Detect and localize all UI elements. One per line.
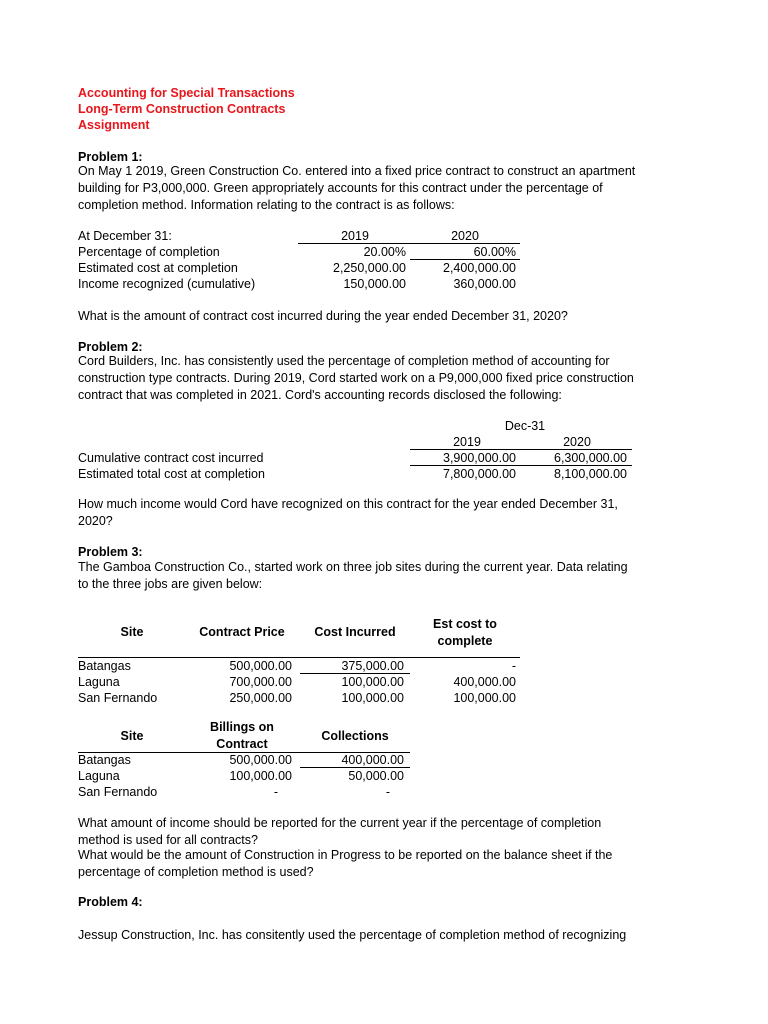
p2-row-label: Cumulative contract cost incurred — [78, 451, 264, 465]
p3-question-1: What amount of income should be reported for the current year if the percentage of completion method is used for all contracts? — [78, 816, 602, 847]
t2-cell-collections: 400,000.00 — [341, 753, 404, 767]
t1-cell-site: Batangas — [78, 659, 131, 673]
problem-1-title: Problem 1: — [78, 150, 143, 164]
p1-row-value: 20.00% — [363, 245, 406, 259]
p1-row-value: 60.00% — [473, 245, 516, 259]
p1-question: What is the amount of contract cost incurred during the year ended December 31, 2020? — [78, 309, 568, 323]
t2-cell-site: San Fernando — [78, 785, 158, 799]
t2-header-collections: Collections — [321, 729, 389, 743]
header-line-3: Assignment — [78, 118, 150, 132]
t1-cell-price: 250,000.00 — [229, 691, 292, 705]
t1-cell-site: Laguna — [78, 675, 120, 689]
t1-cell-cost: 375,000.00 — [341, 659, 404, 673]
t2-header-site: Site — [120, 729, 144, 743]
t1-header-contract-price: Contract Price — [199, 625, 285, 639]
t2-header-billings: Billings on Contract — [210, 720, 274, 751]
problem-4-title: Problem 4: — [78, 895, 143, 909]
t1-header-cost-incurred: Cost Incurred — [314, 625, 396, 639]
p2-group-header: Dec-31 — [504, 419, 546, 433]
p2-row-value: 3,900,000.00 — [443, 451, 516, 465]
t1-cell-est: - — [511, 659, 516, 673]
p2-col-2020: 2020 — [563, 435, 591, 449]
p1-col-2020: 2020 — [451, 229, 479, 243]
t1-header-site: Site — [120, 625, 144, 639]
p2-row-value: 8,100,000.00 — [554, 467, 627, 481]
problem-4-intro: Jessup Construction, Inc. has consitently used the percentage of completion method of recognizing — [78, 928, 627, 942]
p3-question-2: What would be the amount of Construction in Progress to be reported on the balance sheet if the percentage of completion method is used? — [78, 848, 613, 879]
p1-row-value: 360,000.00 — [453, 277, 516, 291]
p2-row-value: 6,300,000.00 — [554, 451, 627, 465]
p1-label-header: At December 31: — [78, 229, 172, 243]
p1-row-value: 2,400,000.00 — [443, 261, 516, 275]
t1-cell-price: 700,000.00 — [229, 675, 292, 689]
t2-cell-site: Laguna — [78, 769, 120, 783]
p1-row-value: 150,000.00 — [343, 277, 406, 291]
problem-2-title: Problem 2: — [78, 340, 143, 354]
p1-row-label: Income recognized (cumulative) — [78, 277, 256, 291]
t1-header-est-cost: Est cost to complete — [433, 617, 497, 648]
p1-col-2019: 2019 — [341, 229, 369, 243]
t1-cell-price: 500,000.00 — [229, 659, 292, 673]
t1-cell-cost: 100,000.00 — [341, 675, 404, 689]
p1-row-label: Percentage of completion — [78, 245, 220, 259]
problem-3-intro: The Gamboa Construction Co., started work on three job sites during the current year. Data relating to the three jobs are given below: — [78, 560, 628, 591]
problem-2-intro: Cord Builders, Inc. has consistently used the percentage of completion method of accounting for construction type contracts. During 2019, Cord started work on a P9,000,000 fixed price construction contract that was completed in 2021. Cord's accounting records disclosed the following: — [78, 354, 634, 402]
t2-cell-site: Batangas — [78, 753, 131, 767]
t2-cell-collections: 50,000.00 — [348, 769, 404, 783]
t1-cell-est: 400,000.00 — [453, 675, 516, 689]
t1-cell-site: San Fernando — [78, 691, 158, 705]
t2-cell-billings: 100,000.00 — [229, 769, 292, 783]
header-line-1: Accounting for Special Transactions — [78, 86, 295, 100]
p2-row-label: Estimated total cost at completion — [78, 467, 265, 481]
t1-cell-est: 100,000.00 — [453, 691, 516, 705]
p2-col-2019: 2019 — [453, 435, 481, 449]
problem-3-title: Problem 3: — [78, 545, 143, 559]
t2-cell-collections: - — [385, 785, 390, 799]
p2-row-value: 7,800,000.00 — [443, 467, 516, 481]
p1-row-value: 2,250,000.00 — [333, 261, 406, 275]
header-line-2: Long-Term Construction Contracts — [78, 102, 286, 116]
problem-1-intro: On May 1 2019, Green Construction Co. entered into a fixed price contract to construct an apartment building for P3,000,000. Green appropriately accounts for this contract under the percentage of completion method. Information relating to the contract is as follows: — [78, 164, 636, 212]
p2-question: How much income would Cord have recognized on this contract for the year ended December 31, 2020? — [78, 497, 618, 528]
p1-row-label: Estimated cost at completion — [78, 261, 238, 275]
t2-cell-billings: 500,000.00 — [229, 753, 292, 767]
t2-cell-billings: - — [273, 785, 278, 799]
t1-cell-cost: 100,000.00 — [341, 691, 404, 705]
